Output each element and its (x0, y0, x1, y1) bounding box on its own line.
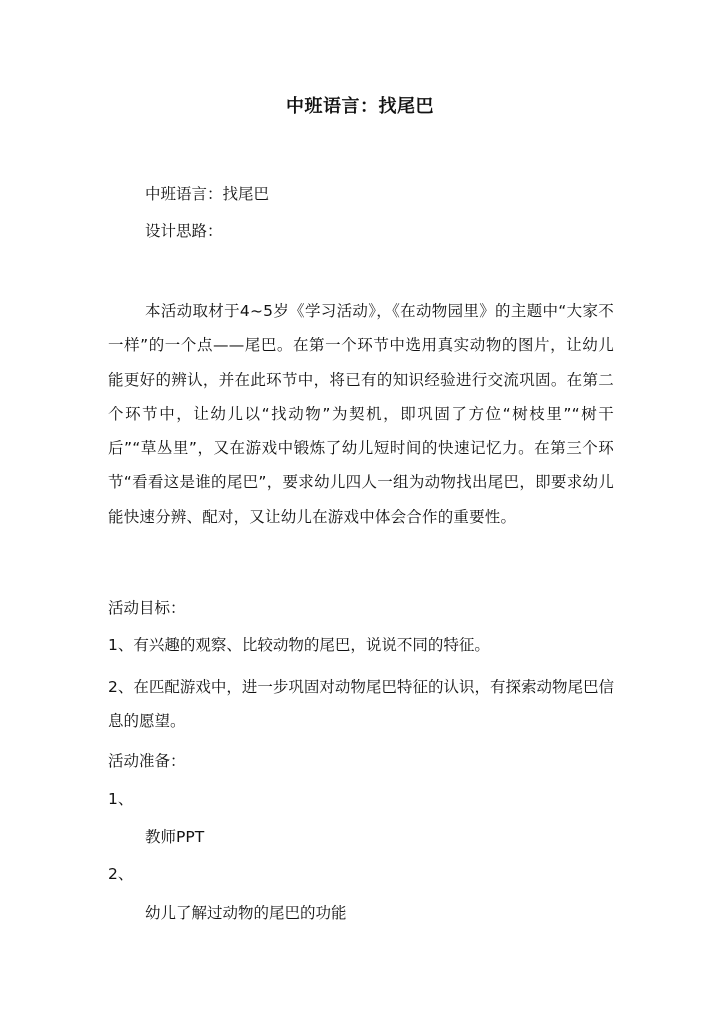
subtitle: 中班语言：找尾巴 (145, 185, 270, 203)
goals-heading: 活动目标： (108, 599, 186, 617)
prep-item-2-number: 2、 (108, 865, 134, 883)
design-heading: 设计思路： (145, 222, 223, 240)
document-title: 中班语言：找尾巴 (286, 96, 434, 117)
prep-heading: 活动准备： (108, 752, 186, 770)
prep-item-1-text: 教师PPT (145, 828, 205, 846)
goal-item-1: 1、有兴趣的观察、比较动物的尾巴，说说不同的特征。 (108, 636, 490, 654)
design-paragraph: 本活动取材于4~5岁《学习活动》，《在动物园里》的主题中“大家不一样”的一个点——尾巴。在第一个环节中选用真实动物的图片，让幼儿能更好的辨认，并在此环节中，将已有的知识经验进行交流巩固。在第二个环节中，让幼儿以“找动物”为契机，即巩固了方位“树枝里”“树干后”“草丛里”，又在游戏中锻炼了幼儿短时间的快速记忆力。在第三个环节“看看这是谁的尾巴”，要求幼儿四人一组为动物找出尾巴，即要求幼儿能快速分辨、配对，又让幼儿在游戏中体会合作的重要性。 (108, 302, 614, 526)
prep-item-2-text: 幼儿了解过动物的尾巴的功能 (145, 904, 347, 922)
prep-item-1-number: 1、 (108, 790, 134, 808)
goal-item-2: 2、在匹配游戏中，进一步巩固对动物尾巴特征的认识，有探索动物尾巴信息的愿望。 (108, 678, 614, 731)
